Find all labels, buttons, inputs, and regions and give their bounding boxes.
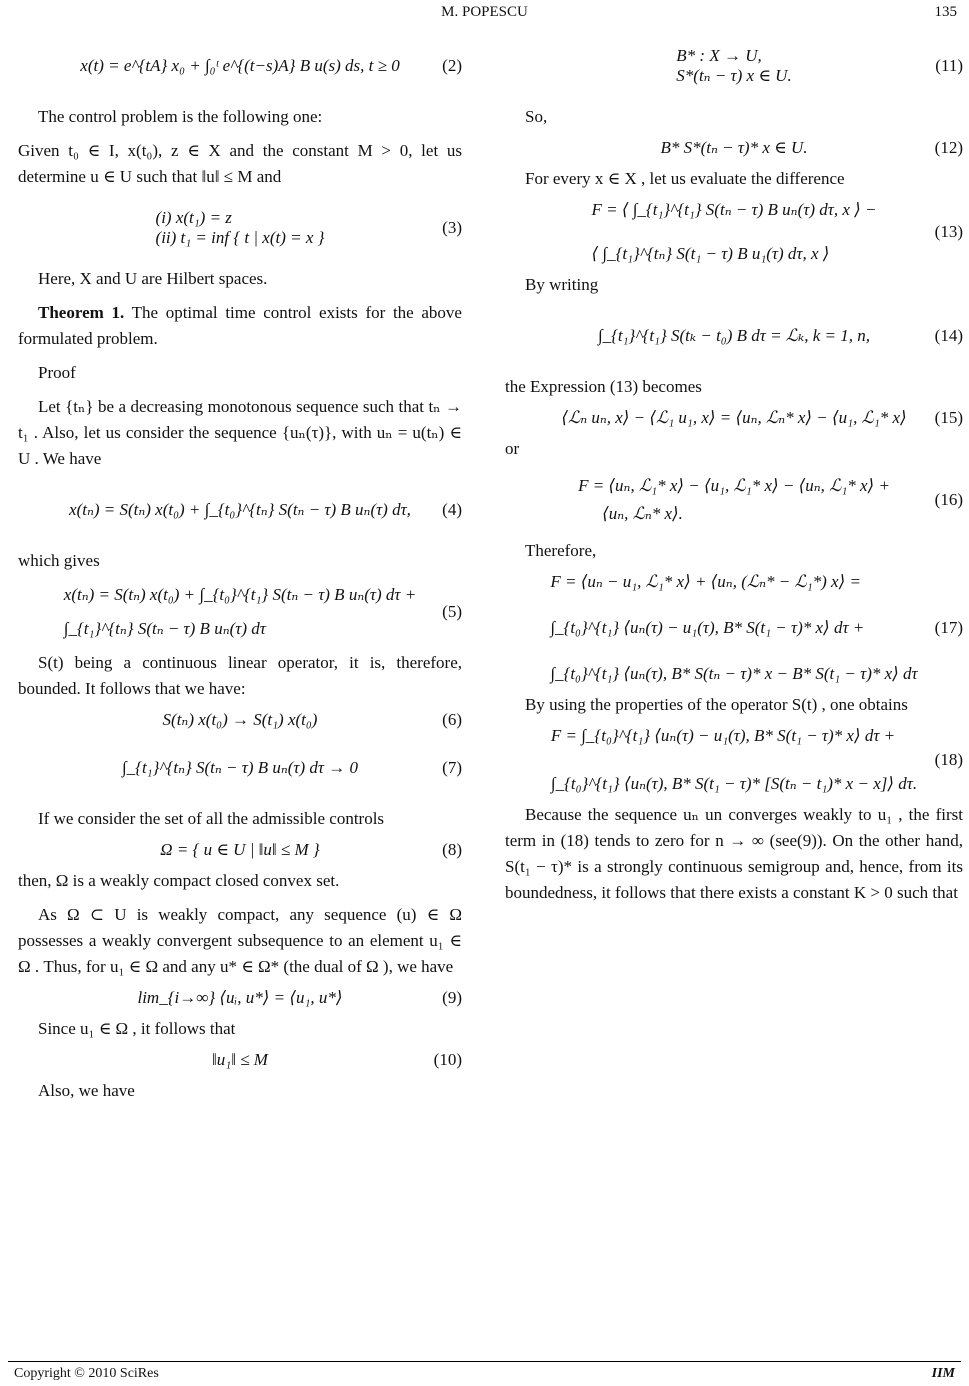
equation-7-number: (7) xyxy=(442,758,462,777)
equation-14-body: ∫_{t₁}^{t₁} S(tₖ − t₀) B dτ = ℒₖ, k = 1, n, xyxy=(597,326,871,345)
equation-18-number: (18) xyxy=(934,750,963,769)
equation-3 xyxy=(18,198,462,258)
theorem-text: The optimal time control exists for the above formulated problem. xyxy=(18,303,462,348)
paragraph-st-bounded: S(t) being a continuous linear operator, it is, therefore, bounded. It follows that we have: xyxy=(18,653,462,698)
equation-5-line1: x(tₙ) = S(tₙ) x(t₀) + ∫_{t₀}^{t₁} S(tₙ − τ) B uₙ(τ) dτ + xyxy=(63,585,417,604)
equation-4-body: x(tₙ) = S(tₙ) x(t₀) + ∫_{t₀}^{tₙ} S(tₙ − τ) B uₙ(τ) dτ, xyxy=(69,500,411,519)
page-number: 135 xyxy=(934,4,957,20)
paragraph-let: Let {tₙ} be a decreasing monotonous sequence such that tₙ → t₁ . Also, let us consider the sequence {uₙ(τ)}, with uₙ = u(tₙ) ∈ U . We have xyxy=(18,397,462,468)
equation-3-number: (3) xyxy=(442,218,462,237)
equation-10-body: ‖u₁‖ ≤ M xyxy=(212,1050,268,1069)
equation-18 xyxy=(505,726,963,794)
equation-17-line2: ∫_{t₀}^{t₁} ⟨uₙ(τ) − u₁(τ), B* S(t₁ − τ)* x⟩ dτ + xyxy=(550,618,865,637)
equation-4 xyxy=(18,480,462,540)
paragraph-also: Also, we have xyxy=(38,1081,135,1100)
footer-journal: IIM xyxy=(931,1366,955,1381)
paragraph-by-writing: By writing xyxy=(525,275,599,294)
theorem-label: Theorem 1. xyxy=(38,303,125,322)
paragraph-since: Since u₁ ∈ Ω , it follows that xyxy=(38,1019,236,1038)
equation-3-line2: (ii) t₁ = inf { t | x(t) = x } xyxy=(155,228,325,247)
proof-label: Proof xyxy=(38,363,76,382)
equation-8-number: (8) xyxy=(442,840,462,859)
equation-5-number: (5) xyxy=(442,602,462,621)
paragraph-hilbert: Here, X and U are Hilbert spaces. xyxy=(38,269,268,288)
equation-5 xyxy=(18,582,462,642)
equation-2-body: x(t) = e^{tA} x₀ + ∫₀ᵗ e^{(t−s)A} B u(s) ds, t ≥ 0 xyxy=(80,56,400,75)
paragraph-as: As Ω ⊂ U is weakly compact, any sequence (u) ∈ Ω possesses a weakly convergent subsequence to an element u₁ ∈ Ω . Thus, for u₁ ∈ Ω and any u* ∈ Ω* (the dual of Ω ), we have xyxy=(18,905,462,976)
equation-17-number: (17) xyxy=(934,618,963,637)
equation-17-line1: F = ⟨uₙ − u₁, ℒ₁* x⟩ + ⟨uₙ, (ℒₙ* − ℒ₁*) x⟩ = xyxy=(550,572,861,591)
equation-16-number: (16) xyxy=(934,490,963,509)
paragraph-admissible: If we consider the set of all the admissible controls xyxy=(38,809,385,828)
equation-9-body: lim_{i→∞} ⟨uᵢ, u*⟩ = ⟨u₁, u*⟩ xyxy=(137,988,343,1007)
equation-16 xyxy=(505,470,963,530)
equation-6 xyxy=(18,710,462,730)
equation-2 xyxy=(18,36,462,96)
equation-11-line1: B* : X → U, xyxy=(676,46,762,65)
paragraph-so: So, xyxy=(525,107,548,126)
equation-6-number: (6) xyxy=(442,710,462,729)
right-column xyxy=(505,32,963,914)
equation-13-line2: ⟨ ∫_{t₁}^{tₙ} S(t₁ − τ) B u₁(τ) dτ, x ⟩ xyxy=(591,244,830,263)
equation-8-body: Ω = { u ∈ U | ‖u‖ ≤ M } xyxy=(160,840,320,859)
equation-10-number: (10) xyxy=(433,1050,462,1069)
running-header-author: M. POPESCU xyxy=(441,4,528,20)
paragraph-given: Given t₀ ∈ I, x(t₀), z ∈ X and the constant M > 0, let us determine u ∈ U such that ‖u‖ ≤ M and xyxy=(18,141,462,186)
equation-10 xyxy=(18,1050,462,1070)
equation-12 xyxy=(505,138,963,158)
equation-15 xyxy=(505,408,963,428)
paragraph-or: or xyxy=(505,439,520,458)
paragraph-then: then, Ω is a weakly compact closed convex set. xyxy=(18,871,340,890)
equation-14 xyxy=(505,306,963,366)
paragraph-for-every: For every x ∈ X , let us evaluate the difference xyxy=(525,169,845,188)
equation-15-body: ⟨ℒₙ uₙ, x⟩ − ⟨ℒ₁ u₁, x⟩ = ⟨uₙ, ℒₙ* x⟩ − ⟨u₁, ℒ₁* x⟩ xyxy=(561,408,907,427)
footer-copyright: Copyright © 2010 SciRes xyxy=(14,1366,159,1381)
equation-11 xyxy=(505,36,963,96)
equation-5-line2: ∫_{t₁}^{tₙ} S(tₙ − τ) B uₙ(τ) dτ xyxy=(63,619,266,638)
equation-16-line1: F = ⟨uₙ, ℒ₁* x⟩ − ⟨u₁, ℒ₁* x⟩ − ⟨uₙ, ℒ₁* x⟩ + xyxy=(578,476,890,495)
equation-11-number: (11) xyxy=(935,56,963,75)
equation-9 xyxy=(18,988,462,1008)
equation-8 xyxy=(18,840,462,860)
equation-7 xyxy=(18,738,462,798)
paragraph-which-gives: which gives xyxy=(18,551,100,570)
paragraph-expression: the Expression (13) becomes xyxy=(505,377,702,396)
equation-6-body: S(tₙ) x(t₀) → S(t₁) x(t₀) xyxy=(162,710,318,729)
equation-18-line1: F = ∫_{t₀}^{t₁} ⟨uₙ(τ) − u₁(τ), B* S(t₁ − τ)* x⟩ dτ + xyxy=(550,726,896,745)
equation-15-number: (15) xyxy=(934,408,963,427)
theorem-1 xyxy=(18,300,462,352)
equation-7-body: ∫_{t₁}^{tₙ} S(tₙ − τ) B uₙ(τ) dτ → 0 xyxy=(121,758,359,777)
footer-divider xyxy=(8,1361,961,1362)
equation-16-line2: ⟨uₙ, ℒₙ* x⟩. xyxy=(602,504,683,523)
paragraph-because: Because the sequence uₙ un converges weakly to u₁ , the first term in (18) tends to zero for n → ∞ (see(9)). On the other hand, S(t₁ − τ)* is a strongly continuous semigroup and, hence, from its boundedness, it follows that there exists a constant K > 0 such that xyxy=(505,805,963,902)
equation-12-number: (12) xyxy=(934,138,963,157)
paragraph-by-using: By using the properties of the operator S(t) , one obtains xyxy=(525,695,908,714)
left-column xyxy=(18,32,462,1112)
equation-13 xyxy=(505,200,963,264)
equation-14-number: (14) xyxy=(934,326,963,345)
equation-3-line1: (i) x(t₁) = z xyxy=(155,208,232,227)
equation-18-line2: ∫_{t₀}^{t₁} ⟨uₙ(τ), B* S(t₁ − τ)* [S(tₙ − t₁)* x − x]⟩ dτ. xyxy=(550,774,918,793)
paragraph-control-problem: The control problem is the following one: xyxy=(38,107,323,126)
equation-12-body: B* S*(tₙ − τ)* x ∈ U. xyxy=(660,138,808,157)
equation-2-number: (2) xyxy=(442,56,462,75)
equation-17 xyxy=(505,572,963,684)
equation-17-line3: ∫_{t₀}^{t₁} ⟨uₙ(τ), B* S(tₙ − τ)* x − B* S(t₁ − τ)* x⟩ dτ xyxy=(550,664,918,683)
equation-11-line2: S*(tₙ − τ) x ∈ U. xyxy=(676,66,792,85)
equation-9-number: (9) xyxy=(442,988,462,1007)
equation-13-number: (13) xyxy=(934,222,963,241)
equation-13-line1: F = ⟨ ∫_{t₁}^{t₁} S(tₙ − τ) B uₙ(τ) dτ, x ⟩ − xyxy=(591,200,877,219)
equation-4-number: (4) xyxy=(442,500,462,519)
paragraph-therefore: Therefore, xyxy=(525,541,597,560)
